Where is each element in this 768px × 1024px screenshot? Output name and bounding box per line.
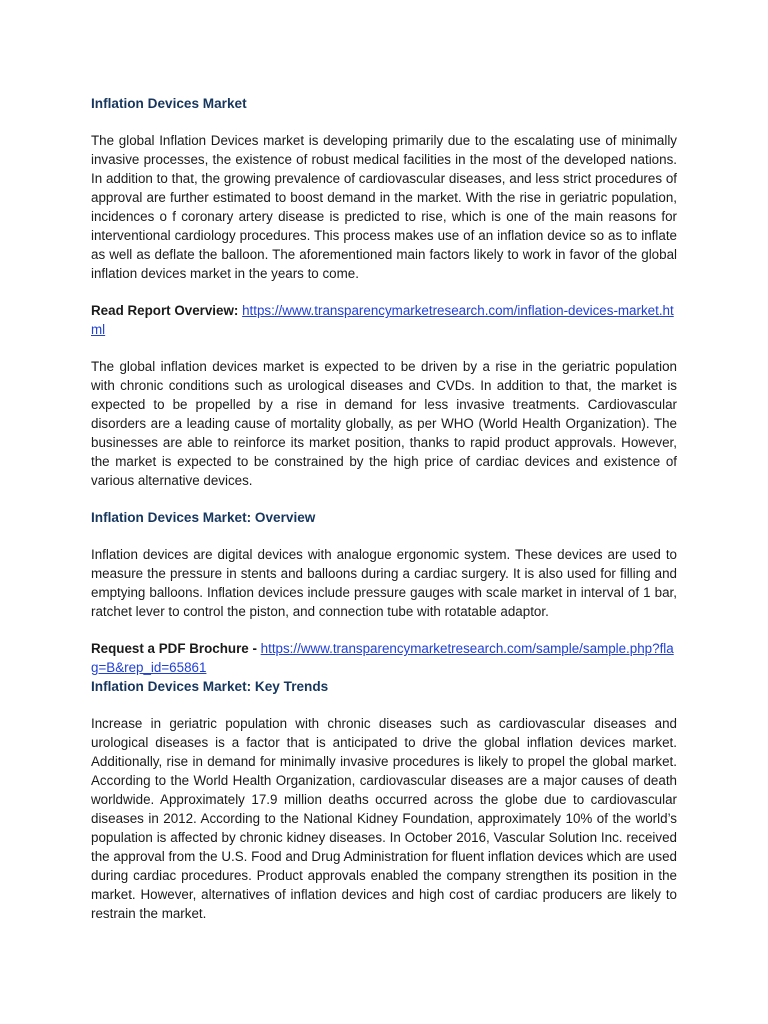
overview-paragraph: Inflation devices are digital devices with analogue ergonomic system. These devices are used to measure the pressure in stents and balloons during a cardiac surgery. It is also used for filling and emptying balloons. Inflation devices include pressure gauges with scale market in interval of 1 bar, ratchet lever to control the piston, and connection tube with rotatable adaptor. <box>91 547 677 619</box>
trends-heading: Inflation Devices Market: Key Trends <box>91 679 329 694</box>
brochure-line <box>91 639 677 677</box>
spacer <box>91 621 677 639</box>
report-overview-line <box>91 301 677 339</box>
report-overview-label: Read Report Overview: <box>91 303 243 318</box>
spacer <box>91 113 677 131</box>
overview-heading: Inflation Devices Market: Overview <box>91 510 316 525</box>
intro-paragraph: The global Inflation Devices market is developing primarily due to the escalating use of minimally invasive processes, the existence of robust medical facilities in the most of the developed nations. In addition to that, the growing prevalence of cardiovascular diseases, and less strict procedures of approval are further estimated to boost demand in the market. With the rise in geriatric population, incidences o f coronary artery disease is predicted to rise, which is one of the main reasons for interventional cardiology procedures. This process makes use of an inflation device so as to inflate as well as deflate the balloon. The aforementioned main factors likely to work in favor of the global inflation devices market in the years to come. <box>91 133 677 281</box>
document-page <box>91 94 677 923</box>
document-title: Inflation Devices Market <box>91 96 247 111</box>
spacer <box>91 490 677 508</box>
brochure-label: Request a PDF Brochure - <box>91 641 261 656</box>
brochure-link[interactable]: https://www.transparencymarketresearch.com/sample/sample.php?flag=B&rep_id=65861 <box>91 641 674 675</box>
report-overview-link[interactable]: https://www.transparencymarketresearch.com/inflation-devices-market.html <box>91 303 674 337</box>
spacer <box>91 527 677 545</box>
drivers-paragraph: The global inflation devices market is expected to be driven by a rise in the geriatric population with chronic conditions such as urological diseases and CVDs. In addition to that, the market is expected to be propelled by a rise in demand for less invasive treatments. Cardiovascular disorders are a leading cause of mortality globally, as per WHO (World Health Organization). The businesses are able to reinforce its market position, thanks to rapid product approvals. However, the market is expected to be constrained by the high price of cardiac devices and existence of various alternative devices. <box>91 359 677 488</box>
spacer <box>91 339 677 357</box>
trends-paragraph: Increase in geriatric population with chronic diseases such as cardiovascular diseases and urological diseases is a factor that is anticipated to drive the global inflation devices market. Additionally, rise in demand for minimally invasive procedures is likely to propel the global market. According to the World Health Organization, cardiovascular diseases are a major causes of death worldwide. Approximately 17.9 million deaths occurred across the globe due to cardiovascular diseases in 2012. According to the National Kidney Foundation, approximately 10% of the world’s population is affected by chronic kidney diseases. In October 2016, Vascular Solution Inc. received the approval from the U.S. Food and Drug Administration for fluent inflation devices which are used during cardiac procedures. Product approvals enabled the company strengthen its position in the market. However, alternatives of inflation devices and high cost of cardiac producers are likely to restrain the market. <box>91 716 677 921</box>
spacer <box>91 283 677 301</box>
spacer <box>91 696 677 714</box>
